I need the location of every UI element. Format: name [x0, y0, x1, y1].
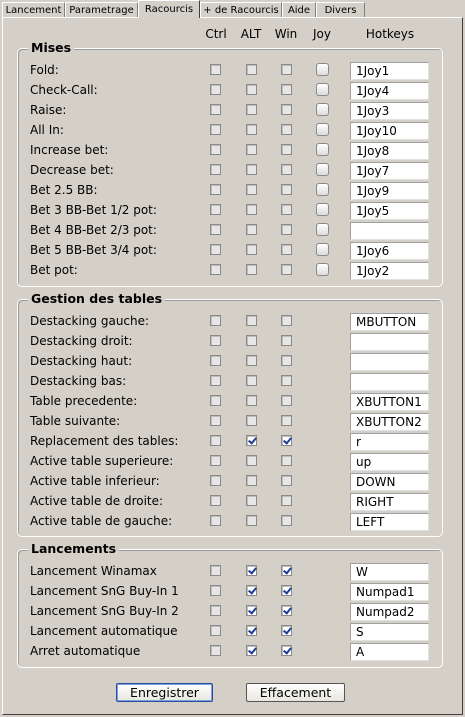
hotkey-field[interactable]: Numpad1: [350, 583, 429, 601]
ctrl-checkbox[interactable]: [210, 625, 221, 636]
win-checkbox[interactable]: [281, 335, 292, 346]
shortcut-label: All In:: [30, 123, 64, 137]
ctrl-checkbox[interactable]: [210, 395, 221, 406]
win-checkbox[interactable]: [281, 244, 292, 255]
alt-checkbox[interactable]: [246, 625, 257, 636]
hotkey-field[interactable]: S: [350, 623, 429, 641]
hotkey-field[interactable]: up: [350, 453, 429, 471]
win-checkbox[interactable]: [281, 124, 292, 135]
alt-checkbox[interactable]: [246, 415, 257, 426]
shortcut-label: Arret automatique: [30, 644, 141, 658]
tab-plus-de-racourcis[interactable]: + de Racourcis: [200, 2, 282, 17]
ctrl-checkbox[interactable]: [210, 355, 221, 366]
alt-checkbox[interactable]: [246, 495, 257, 506]
win-checkbox[interactable]: [281, 455, 292, 466]
hotkey-field[interactable]: 1Joy5: [350, 202, 429, 220]
alt-checkbox[interactable]: [246, 395, 257, 406]
ctrl-checkbox[interactable]: [210, 605, 221, 616]
clear-button[interactable]: Effacement: [246, 683, 345, 702]
alt-checkbox[interactable]: [246, 435, 257, 446]
alt-checkbox[interactable]: [246, 315, 257, 326]
shortcut-label: Active table de droite:: [30, 494, 164, 508]
alt-checkbox[interactable]: [246, 475, 257, 486]
tab-racourcis[interactable]: Racourcis: [138, 0, 200, 18]
hotkey-field[interactable]: DOWN: [350, 473, 429, 491]
alt-checkbox[interactable]: [246, 375, 257, 386]
win-checkbox[interactable]: [281, 375, 292, 386]
win-checkbox[interactable]: [281, 495, 292, 506]
win-checkbox[interactable]: [281, 645, 292, 656]
hotkey-field[interactable]: A: [350, 643, 429, 661]
joy-button[interactable]: [316, 203, 329, 216]
shortcut-label: Bet 3 BB-Bet 1/2 pot:: [30, 203, 157, 217]
ctrl-checkbox[interactable]: [210, 495, 221, 506]
hotkey-field[interactable]: r: [350, 433, 429, 451]
ctrl-checkbox[interactable]: [210, 84, 221, 95]
alt-checkbox[interactable]: [246, 164, 257, 175]
ctrl-checkbox[interactable]: [210, 435, 221, 446]
ctrl-checkbox[interactable]: [210, 565, 221, 576]
joy-button[interactable]: [316, 63, 329, 76]
save-button[interactable]: Enregistrer: [116, 683, 213, 702]
win-checkbox[interactable]: [281, 64, 292, 75]
win-checkbox[interactable]: [281, 585, 292, 596]
hotkey-field[interactable]: [350, 353, 429, 371]
alt-checkbox[interactable]: [246, 204, 257, 215]
win-checkbox[interactable]: [281, 605, 292, 616]
tab-bar: [0, 0, 465, 18]
ctrl-checkbox[interactable]: [210, 164, 221, 175]
win-checkbox[interactable]: [281, 84, 292, 95]
ctrl-checkbox[interactable]: [210, 415, 221, 426]
hotkey-field[interactable]: 1Joy3: [350, 102, 429, 120]
shortcut-label: Check-Call:: [30, 83, 98, 97]
alt-checkbox[interactable]: [246, 64, 257, 75]
shortcut-label: Increase bet:: [30, 143, 109, 157]
shortcut-label: Raise:: [30, 103, 67, 117]
alt-checkbox[interactable]: [246, 84, 257, 95]
joy-button[interactable]: [316, 103, 329, 116]
win-checkbox[interactable]: [281, 164, 292, 175]
alt-checkbox[interactable]: [246, 515, 257, 526]
win-checkbox[interactable]: [281, 144, 292, 155]
shortcut-label: Decrease bet:: [30, 163, 114, 177]
group-title: Lancements: [28, 541, 119, 557]
hotkey-field[interactable]: W: [350, 563, 429, 581]
alt-checkbox[interactable]: [246, 605, 257, 616]
ctrl-checkbox[interactable]: [210, 475, 221, 486]
ctrl-checkbox[interactable]: [210, 264, 221, 275]
alt-checkbox[interactable]: [246, 455, 257, 466]
joy-button[interactable]: [316, 263, 329, 276]
win-checkbox[interactable]: [281, 224, 292, 235]
shortcut-label: Destacking bas:: [30, 374, 127, 388]
hotkey-field[interactable]: XBUTTON2: [350, 413, 429, 431]
hotkey-field[interactable]: [350, 333, 429, 351]
ctrl-checkbox[interactable]: [210, 124, 221, 135]
column-header-ctrl: Ctrl: [205, 27, 227, 41]
hotkey-field[interactable]: 1Joy2: [350, 262, 429, 280]
shortcut-label: Destacking haut:: [30, 354, 133, 368]
shortcut-label: Bet 2.5 BB:: [30, 183, 98, 197]
tab-aide[interactable]: Aide: [282, 2, 316, 17]
win-checkbox[interactable]: [281, 355, 292, 366]
hotkey-field[interactable]: XBUTTON1: [350, 393, 429, 411]
ctrl-checkbox[interactable]: [210, 144, 221, 155]
hotkey-field[interactable]: Numpad2: [350, 603, 429, 621]
joy-button[interactable]: [316, 83, 329, 96]
column-header-alt: ALT: [240, 27, 262, 41]
shortcut-label: Lancement SnG Buy-In 2: [30, 604, 179, 618]
group-title: Gestion des tables: [28, 291, 165, 307]
shortcut-label: Lancement Winamax: [30, 564, 157, 578]
alt-checkbox[interactable]: [246, 124, 257, 135]
shortcut-label: Fold:: [30, 63, 59, 77]
ctrl-checkbox[interactable]: [210, 64, 221, 75]
alt-checkbox[interactable]: [246, 355, 257, 366]
ctrl-checkbox[interactable]: [210, 645, 221, 656]
joy-button[interactable]: [316, 183, 329, 196]
shortcut-label: Active table de gauche:: [30, 514, 173, 528]
alt-checkbox[interactable]: [246, 565, 257, 576]
hotkey-field[interactable]: 1Joy8: [350, 142, 429, 160]
ctrl-checkbox[interactable]: [210, 455, 221, 466]
win-checkbox[interactable]: [281, 395, 292, 406]
shortcut-label: Active table inferieur:: [30, 474, 160, 488]
hotkey-field[interactable]: RIGHT: [350, 493, 429, 511]
win-checkbox[interactable]: [281, 104, 292, 115]
hotkey-field[interactable]: MBUTTON: [350, 313, 429, 331]
shortcut-label: Active table superieure:: [30, 454, 174, 468]
hotkey-field[interactable]: 1Joy6: [350, 242, 429, 260]
ctrl-checkbox[interactable]: [210, 315, 221, 326]
alt-checkbox[interactable]: [246, 224, 257, 235]
win-checkbox[interactable]: [281, 415, 292, 426]
ctrl-checkbox[interactable]: [210, 515, 221, 526]
alt-checkbox[interactable]: [246, 335, 257, 346]
hotkey-field[interactable]: 1Joy4: [350, 82, 429, 100]
column-header-win: Win: [274, 27, 298, 41]
shortcut-label: Replacement des tables:: [30, 434, 179, 448]
ctrl-checkbox[interactable]: [210, 585, 221, 596]
alt-checkbox[interactable]: [246, 184, 257, 195]
shortcut-label: Lancement automatique: [30, 624, 178, 638]
joy-button[interactable]: [316, 143, 329, 156]
tab-lancement[interactable]: Lancement: [2, 2, 65, 17]
column-header-joy: Joy: [313, 27, 331, 41]
win-checkbox[interactable]: [281, 625, 292, 636]
ctrl-checkbox[interactable]: [210, 224, 221, 235]
hotkey-field[interactable]: 1Joy9: [350, 182, 429, 200]
win-checkbox[interactable]: [281, 264, 292, 275]
win-checkbox[interactable]: [281, 204, 292, 215]
alt-checkbox[interactable]: [246, 144, 257, 155]
shortcut-label: Lancement SnG Buy-In 1: [30, 584, 179, 598]
hotkey-field[interactable]: LEFT: [350, 513, 429, 531]
alt-checkbox[interactable]: [246, 645, 257, 656]
win-checkbox[interactable]: [281, 184, 292, 195]
shortcut-label: Destacking gauche:: [30, 314, 150, 328]
alt-checkbox[interactable]: [246, 104, 257, 115]
alt-checkbox[interactable]: [246, 585, 257, 596]
shortcut-label: Bet 5 BB-Bet 3/4 pot:: [30, 243, 157, 257]
hotkey-field[interactable]: 1Joy10: [350, 122, 429, 140]
tab-divers[interactable]: Divers: [316, 2, 365, 17]
ctrl-checkbox[interactable]: [210, 184, 221, 195]
win-checkbox[interactable]: [281, 315, 292, 326]
alt-checkbox[interactable]: [246, 264, 257, 275]
joy-button[interactable]: [316, 223, 329, 236]
win-checkbox[interactable]: [281, 515, 292, 526]
ctrl-checkbox[interactable]: [210, 244, 221, 255]
ctrl-checkbox[interactable]: [210, 204, 221, 215]
win-checkbox[interactable]: [281, 475, 292, 486]
ctrl-checkbox[interactable]: [210, 375, 221, 386]
win-checkbox[interactable]: [281, 565, 292, 576]
tab-parametrage[interactable]: Parametrage: [65, 2, 138, 17]
shortcut-label: Bet 4 BB-Bet 2/3 pot:: [30, 223, 157, 237]
ctrl-checkbox[interactable]: [210, 104, 221, 115]
alt-checkbox[interactable]: [246, 244, 257, 255]
ctrl-checkbox[interactable]: [210, 335, 221, 346]
joy-button[interactable]: [316, 123, 329, 136]
shortcut-label: Destacking droit:: [30, 334, 133, 348]
column-header-hotkeys: Hotkeys: [365, 27, 415, 41]
group-title: Mises: [28, 40, 74, 56]
joy-button[interactable]: [316, 163, 329, 176]
hotkey-field[interactable]: [350, 373, 429, 391]
shortcut-label: Table precedente:: [30, 394, 138, 408]
hotkey-field[interactable]: 1Joy1: [350, 62, 429, 80]
win-checkbox[interactable]: [281, 435, 292, 446]
hotkey-field[interactable]: 1Joy7: [350, 162, 429, 180]
joy-button[interactable]: [316, 243, 329, 256]
shortcut-label: Table suivante:: [30, 414, 121, 428]
hotkey-field[interactable]: [350, 222, 429, 240]
shortcut-label: Bet pot:: [30, 263, 78, 277]
